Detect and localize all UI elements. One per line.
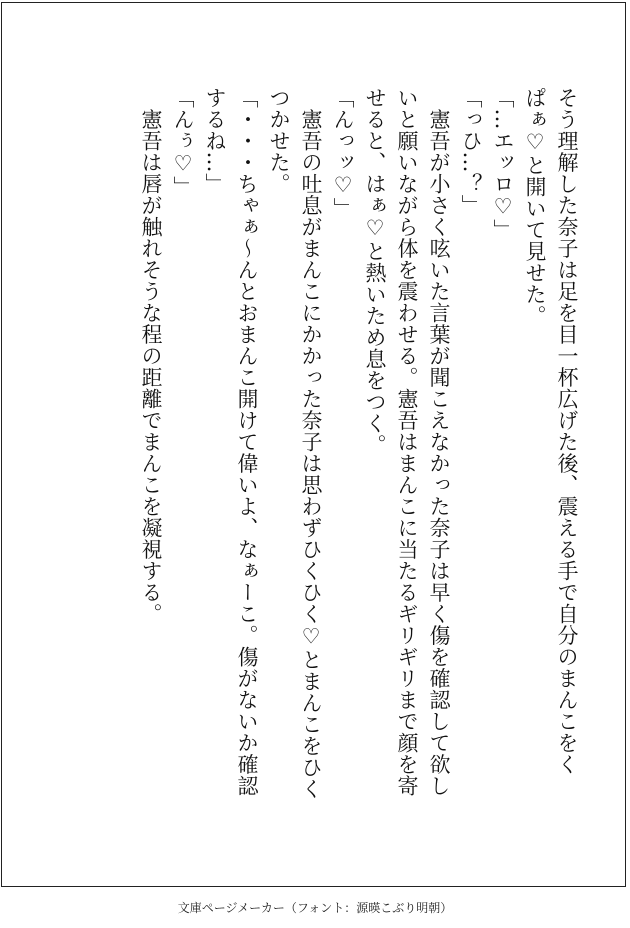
text-line: 「っひ…？」 xyxy=(459,87,483,216)
novel-text-block xyxy=(135,87,583,847)
text-line: 憲吾の吐息がまんこにかかった奈子は思わずひくひく♡とまんこをひく xyxy=(299,87,323,800)
text-line: いと願いながら体を震わせる。憲吾はまんこに当たるギリギリまで顔を寄 xyxy=(395,87,419,797)
text-line: 「んぅ♡」 xyxy=(171,87,195,198)
text-line: つかせた。 xyxy=(267,87,291,195)
text-line: 「んっッ♡」 xyxy=(331,87,355,219)
text-line: せると、はぁ♡と熱いため息をつく。 xyxy=(363,87,387,456)
text-line: 「…エッロ♡」 xyxy=(491,87,515,241)
page-footer-credit: 文庫ページメーカー（フォント：源暎こぶり明朝） xyxy=(177,901,453,915)
text-line: 憲吾は唇が触れそうな程の距離でまんこを凝視する。 xyxy=(139,87,163,625)
text-line: するね…」 xyxy=(203,87,227,195)
text-line: そう理解した奈子は足を目一杯広げた後、震える手で自分のまんこをく xyxy=(555,87,579,775)
page-frame xyxy=(1,2,626,887)
text-line: 憲吾が小さく呟いた言葉が聞こえなかった奈子は早く傷を確認して欲し xyxy=(427,87,451,797)
text-line: 「・・・ちゃぁ～んとおまんこ開けて偉いよ、なぁーこ。傷がないか確認 xyxy=(235,87,259,797)
text-line: ぱぁ♡と開いて見せた。 xyxy=(523,87,547,327)
